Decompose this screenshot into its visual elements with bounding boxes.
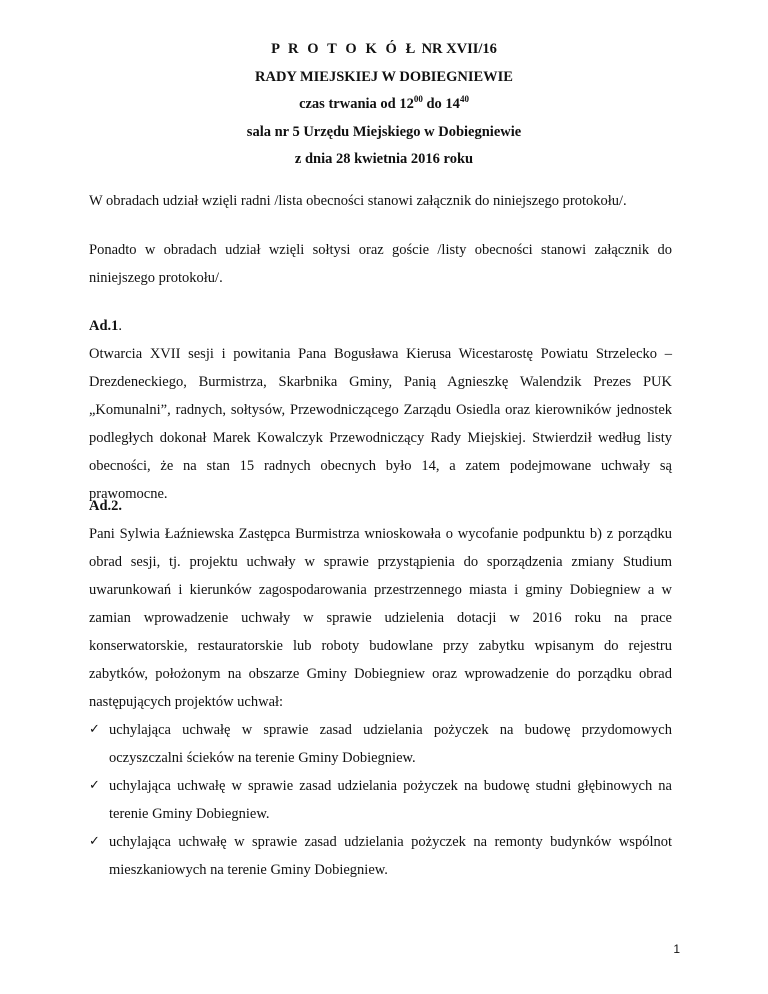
checkmark-icon: ✓ <box>89 834 100 849</box>
session-duration: czas trwania od $12^{00}$ do $14^{40}$ <box>299 94 469 112</box>
session-venue: sala nr 5 Urzędu Miejskiego w Dobiegniewie <box>246 123 522 140</box>
list-item: ✓ uchylająca uchwałę w sprawie zasad udzielania pożyczek na budowę studni głębinowych na terenie Gminy Dobiegniew. <box>89 772 672 828</box>
protocol-number: NR XVII/16 <box>421 41 497 57</box>
section-ad2 <box>89 492 672 884</box>
document-header <box>0 36 768 174</box>
ad2-text: Pani Sylwia Łaźniewska Zastępca Burmistrza wnioskowała o wycofanie podpunktu b) z porządku obrad sesji, tj. projektu uchwały w sprawie przystąpienia do sporządzenia zmiany Studium uwarunkowań i kierunków zagospodarowania przestrzennego miasta i gminy Dobiegniew a w zamian wprowadzenie uchwały w sprawie udzielenia dotacji w 2016 roku na prace konserwatorskie, restauratorskie lub roboty budowlane przy zabytku wpisanym do rejestru zabytków, położonym na obszarze Gminy Dobiegniew oraz wprowadzenie do porządku obrad następujących projektów uchwał: <box>89 526 672 710</box>
list-item: ✓ uchylająca uchwałę w sprawie zasad udzielania pożyczek na budowę przydomowych oczyszczalni ścieków na terenie Gminy Dobiegniew. <box>89 716 672 772</box>
protocol-title: P R O T O K Ó Ł <box>271 41 418 57</box>
checkmark-icon: ✓ <box>89 722 100 737</box>
resolution-list <box>89 716 672 884</box>
section-ad1: Ad.1. Otwarcia XVII sesji i powitania Pana Bogusława Kierusa Wicestarostę Powiatu Strzelecko – Drezdeneckiego, Burmistrza, Skarbnika Gminy, Panią Agnieszkę Walendzik Prezes PUK „Komunalni”, radnych, sołtysów, Przewodniczącego Zarządu Osiedla oraz kierowników jednostek podległych dokonał Marek Kowalczyk Przewodniczący Rady Miejskiej. Stwierdził według listy obecności, że na stan 15 radnych obecnych było 14, a zatem podejmowane uchwały są prawomocne. <box>89 312 672 508</box>
intro-paragraph-1: W obradach udział wzięli radni /lista obecności stanowi załącznik do niniejszego protokołu/. <box>89 193 627 209</box>
session-date: z dnia 28 kwietnia 2016 roku <box>294 151 474 167</box>
council-name: RADY MIEJSKIEJ W DOBIEGNIEWIE <box>255 68 513 85</box>
page-number: 1 <box>673 942 680 956</box>
ad1-heading: Ad.1 <box>89 318 119 334</box>
ad1-text: Otwarcia XVII sesji i powitania Pana Bogusława Kierusa Wicestarostę Powiatu Strzelecko – Drezdeneckiego, Burmistrza, Skarbnika Gminy, Panią Agnieszkę Walendzik Prezes PUK „Komunalni”, radnych, sołtysów, Przewodniczącego Zarządu Osiedla oraz kierowników jednostek podległych dokonał Marek Kowalczyk Przewodniczący Rady Miejskiej. Stwierdził według listy obecności, że na stan 15 radnych obecnych było 14, a zatem podejmowane uchwały są prawomocne. <box>89 346 672 502</box>
protocol-title-line <box>0 36 768 64</box>
checkmark-icon: ✓ <box>89 778 100 793</box>
ad2-heading: Ad.2. <box>89 498 123 514</box>
intro-paragraph-2: Ponadto w obradach udział wzięli sołtysi oraz goście /listy obecności stanowi załącznik do niniejszego protokołu/. <box>89 242 672 286</box>
list-item: ✓ uchylająca uchwałę w sprawie zasad udzielania pożyczek na remonty budynków wspólnot mieszkaniowych na terenie Gminy Dobiegniew. <box>89 828 672 884</box>
